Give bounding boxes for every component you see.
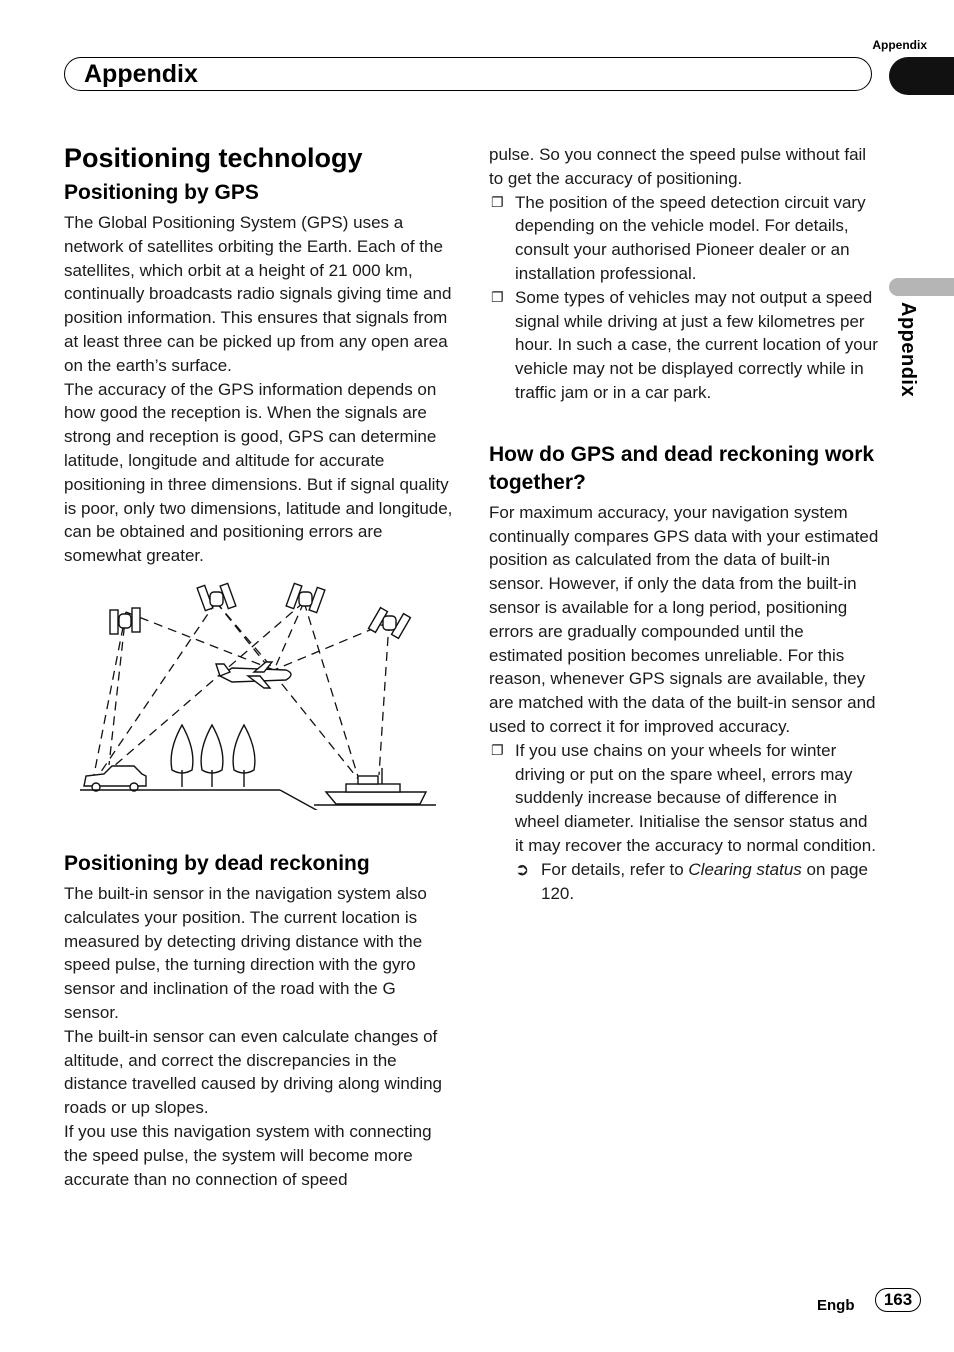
- arrow-icon: ➲: [515, 859, 530, 879]
- page-number: 163: [875, 1288, 921, 1312]
- reference-suffix: on page 120.: [541, 859, 868, 903]
- right-column: [489, 143, 879, 905]
- left-column: [64, 141, 454, 1191]
- note-item: [489, 286, 879, 405]
- running-head: Appendix: [872, 38, 927, 52]
- note-box-icon: ❐: [491, 288, 504, 305]
- footer-language: Engb: [817, 1297, 855, 1314]
- side-tab-marker: [889, 278, 954, 296]
- gps-paragraph: The accuracy of the GPS information depends on how good the reception is. When the signals are strong and reception is good, GPS can determine latitude, longitude and altitude for accurate positioning in three dimensions. But if signal quality is poor, only two dimensions, latitude and longitude, can be obtained and positioning errors are somewhat greater.: [64, 379, 453, 566]
- gps-paragraph: The Global Positioning System (GPS) uses a network of satellites orbiting the Earth. Each of the satellites, which orbit at a height of 21 000 km, continually broadcasts radio signals giving time and position information. This ensures that signals from at least three can be picked up from any open area on the earth’s surface.: [64, 213, 452, 375]
- reference-item: [489, 858, 879, 906]
- chapter-tab-marker: [889, 57, 954, 95]
- reference-prefix: For details, refer to: [541, 859, 689, 879]
- satellite-icon: [197, 583, 236, 610]
- car-icon: [84, 766, 146, 791]
- note-box-icon: ❐: [491, 741, 504, 758]
- note-text: If you use chains on your wheels for winter driving or put on the spare wheel, errors may suddenly increase because of difference in wheel diameter. Initialise the sensor status and it may recover the accuracy to normal condition.: [515, 740, 876, 855]
- together-paragraph: For maximum accuracy, your navigation system continually compares GPS data with your estimated position as calculated from the data of built-in sensor. However, if only the data from the built-in sensor is available for a long period, positioning errors are gradually compounded until the estimated position becomes unreliable. For this reason, whenever GPS signals are available, they are matched with the data of the built-in sensor and used to correct it for improved accuracy.: [489, 502, 879, 736]
- page-title: Positioning technology: [64, 143, 363, 173]
- together-heading: How do GPS and dead reckoning work together?: [489, 442, 875, 494]
- tree-icons: [171, 725, 255, 787]
- airplane-icon: [216, 662, 291, 688]
- note-text: Some types of vehicles may not output a speed signal while driving at just a few kilometres per hour. In such a case, the current location of your vehicle may not be displayed correctly while in traffic jam or in a car park.: [515, 287, 878, 402]
- note-box-icon: ❐: [491, 193, 504, 210]
- reference-link[interactable]: Clearing status: [688, 859, 802, 879]
- ship-icon: [326, 768, 426, 804]
- dead-reckoning-paragraph: If you use this navigation system with connecting the speed pulse, the system will become more accurate than no connection of speed: [64, 1121, 432, 1189]
- dead-reckoning-paragraph: The built-in sensor in the navigation system also calculates your position. The current location is measured by detecting driving distance with the speed pulse, the turning direction with the gyro sensor and inclination of the road with the G sensor.: [64, 883, 427, 1022]
- gps-illustration: [64, 580, 436, 810]
- section-header-bar: [64, 57, 872, 91]
- note-item: [489, 191, 879, 286]
- satellite-icon: [369, 608, 411, 639]
- note-item: [489, 739, 879, 858]
- side-tab-label: Appendix: [897, 302, 919, 398]
- section-title: Appendix: [84, 60, 198, 88]
- continued-paragraph: pulse. So you connect the speed pulse without fail to get the accuracy of positioning.: [489, 145, 867, 188]
- satellite-icon: [110, 608, 140, 634]
- gps-heading: Positioning by GPS: [64, 181, 259, 204]
- dead-reckoning-paragraph: The built-in sensor can even calculate changes of altitude, and correct the discrepancies in the distance travelled caused by driving along winding roads or up slopes.: [64, 1026, 443, 1118]
- dead-reckoning-heading: Positioning by dead reckoning: [64, 851, 370, 875]
- note-text: The position of the speed detection circuit vary depending on the vehicle model. For details, consult your authorised Pioneer dealer or an installation professional.: [515, 192, 866, 283]
